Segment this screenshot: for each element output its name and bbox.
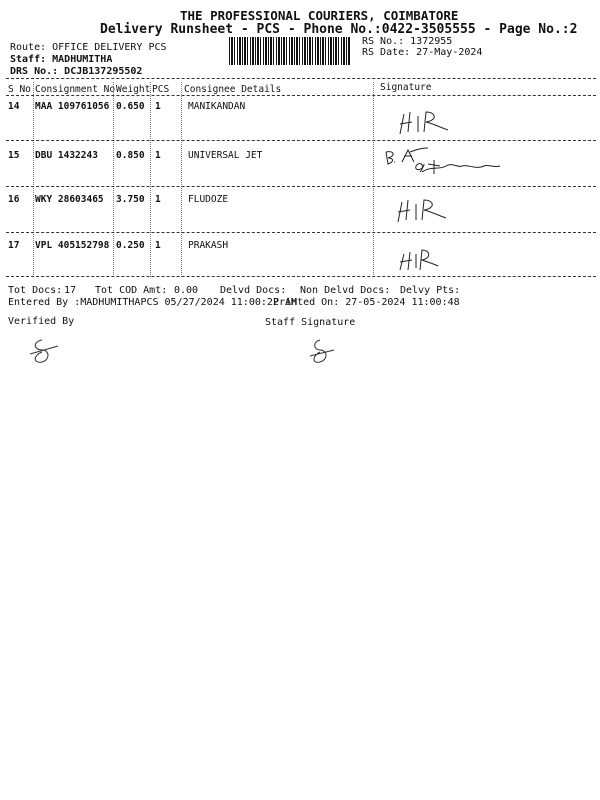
verifier-signature [28,338,62,370]
cell-consignee: PRAKASH [188,240,229,251]
col-sno: S No [8,84,31,95]
cell-pcs: 1 [155,150,161,161]
barcode [229,37,351,65]
col-consignment: Consignment No [35,84,116,95]
cell-sno: 17 [8,240,20,251]
cell-sno: 14 [8,101,20,112]
divider [6,95,596,96]
staff-signature-mark [308,338,338,372]
rs-date: RS Date: 27-May-2024 [362,47,483,58]
page-title: Delivery Runsheet - PCS - Phone No.:0422-3505555 - Page No.:2 [100,22,578,37]
handwritten-signature [384,146,504,182]
cell-weight: 3.750 [116,194,145,205]
column-rule [150,82,151,277]
divider [6,140,596,141]
handwritten-signature [398,108,458,142]
non-delivered-docs: Non Delvd Docs: [300,285,391,296]
total-cod-value: 0.00 [174,285,199,296]
route-label: Route: OFFICE DELIVERY PCS [10,42,167,53]
cell-consignment: VPL 405152798 [35,240,110,251]
cell-consignee: FLUDOZE [188,194,229,205]
col-weight: Weight [116,84,151,95]
column-rule [113,82,114,277]
cell-consignment: MAA 109761056 [35,101,110,112]
total-cod-label: Tot COD Amt: [95,285,168,296]
divider [6,232,596,233]
cell-pcs: 1 [155,240,161,251]
handwritten-signature [396,196,456,230]
cell-sno: 16 [8,194,20,205]
col-signature: Signature [380,82,432,93]
rs-number: RS No.: 1372955 [362,36,453,47]
cell-consignment: WKY 28603465 [35,194,104,205]
drs-number: DRS No.: DCJB137295502 [10,66,143,77]
cell-pcs: 1 [155,194,161,205]
divider [6,78,596,79]
cell-consignee: MANIKANDAN [188,101,246,112]
cell-weight: 0.650 [116,101,145,112]
delivery-points: Delvy Pts: [400,285,461,296]
cell-consignment: DBU 1432243 [35,150,98,161]
entered-by: Entered By :MADHUMITHAPCS 05/27/2024 11:00:22 AM [8,297,297,308]
cell-pcs: 1 [155,101,161,112]
cell-consignee: UNIVERSAL JET [188,150,263,161]
cell-weight: 0.850 [116,150,145,161]
staff-label: Staff: MADHUMITHA [10,54,113,65]
column-rule [33,82,34,277]
company-name: THE PROFESSIONAL COURIERS, COIMBATORE [180,8,459,23]
col-consignee: Consignee Details [184,84,282,95]
handwritten-signature [398,244,448,278]
total-docs-value: 17 [64,285,77,296]
cell-weight: 0.250 [116,240,145,251]
delivered-docs: Delvd Docs: [220,285,287,296]
verified-by-label: Verified By [8,316,75,327]
total-docs-label: Tot Docs: [8,285,63,296]
column-rule [181,82,182,277]
divider [6,186,596,187]
divider [6,276,596,277]
printed-on: Printed On: 27-05-2024 11:00:48 [273,297,460,308]
cell-sno: 15 [8,150,20,161]
column-rule [373,82,374,277]
col-pcs: PCS [152,84,170,95]
staff-signature-label: Staff Signature [265,317,356,328]
